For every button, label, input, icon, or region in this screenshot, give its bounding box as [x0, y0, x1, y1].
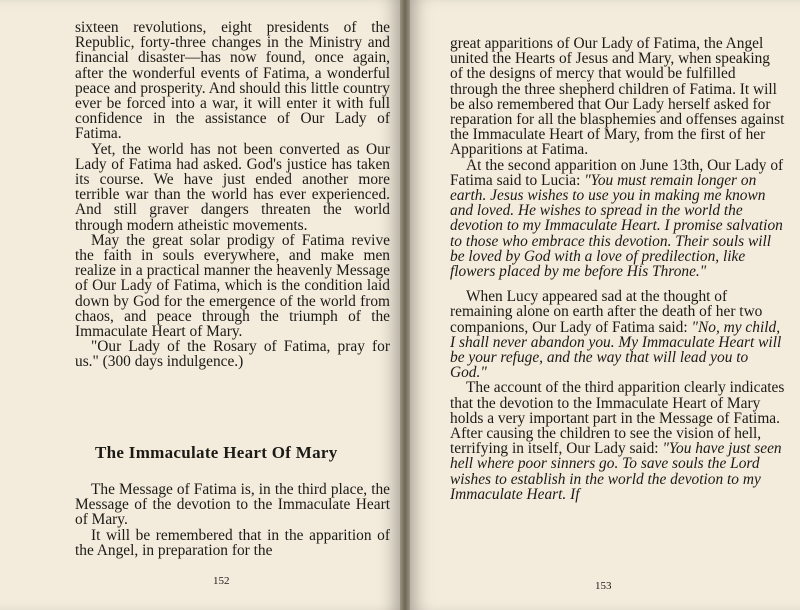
- page-number: 153: [595, 580, 612, 592]
- book-gutter: [400, 0, 410, 610]
- paragraph: Yet, the world has not been converted as Our Lady of Fatima had asked. God's justice has taken its course. We have just ended another more terrible war than the world has ever experienced. And still graver dangers threaten the world through modern atheistic movements.: [75, 140, 390, 234]
- paragraph-intro: When Lucy appeared sad at the thought of remaining alone on earth after the death of her two companions, Our Lady of Fatima said:: [450, 288, 763, 336]
- paragraph: [450, 289, 785, 380]
- paragraph: The Message of Fatima is, in the third place, the Message of the devotion to the Immaculate Heart of Mary.: [75, 481, 390, 529]
- paragraph-intro: At the second apparition on June 13th, Our Lady of Fatima said to Lucia:: [450, 156, 784, 189]
- right-page: [410, 0, 800, 610]
- paragraph: [450, 380, 785, 502]
- paragraph: [450, 158, 785, 280]
- left-text-top: [75, 20, 390, 370]
- paragraph: great apparitions of Our Lady of Fatima, the Angel united the Hearts of Jesus and Mary, when speaking of the designs of mercy that would be fulfilled through the three shepherd children of Fatima. It will be also remembered that Our Lady herself asked for reparation for all the blasphemies and offenses against the Immaculate Heart of Mary, from the first of her Apparitions at Fatima.: [450, 35, 785, 159]
- quote: "You must remain longer on earth. Jesus wishes to use you in making me known and loved. He wishes to spread in the world the devotion to my Immaculate Heart. I promise salvation to those who embrace this devotion. Their souls will be loved by God with a love of predilection, like flowers placed by me before His Throne.": [450, 171, 783, 281]
- paragraph: May the great solar prodigy of Fatima revive the faith in souls everywhere, and make men realize in a practical manner the heavenly Message of Our Lady of Fatima, which is the condition laid down by God for the emergence of the world from chaos, and peace through the triumph of the Immaculate Heart of Mary.: [75, 231, 390, 341]
- paragraph: "Our Lady of the Rosary of Fatima, pray for us." (300 days indulgence.): [75, 338, 390, 371]
- paragraph: sixteen revolutions, eight presidents of the Republic, forty-three changes in the Ministry and financial disaster—has now found, once again, after the wonderful events of Fatima, a wonderful peace and prosperity. And should this little country ever be forced into a war, it will enter it with full confidence in the assistance of Our Lady of Fatima.: [75, 19, 390, 143]
- section-heading: The Immaculate Heart Of Mary: [95, 443, 338, 462]
- quote: "No, my child, I shall never abandon you. My Immaculate Heart will be your refuge, and the way that will lead you to God.": [450, 318, 782, 382]
- left-text-bottom: [75, 482, 390, 558]
- quote: "You have just seen hell where poor sinners go. To save souls the Lord wishes to establish in the world the devotion to my Immaculate Heart. If: [450, 440, 782, 503]
- right-text: [450, 36, 785, 502]
- page-number: 152: [213, 575, 230, 587]
- paragraph: It will be remembered that in the apparition of the Angel, in preparation for the: [75, 526, 390, 559]
- paragraph-intro: The account of the third apparition clearly indicates that the devotion to the Immaculate Heart of Mary holds a very important part in the Message of Fatima. After causing the children to see the vision of hell, terrifying in itself, Our Lady said:: [450, 379, 785, 458]
